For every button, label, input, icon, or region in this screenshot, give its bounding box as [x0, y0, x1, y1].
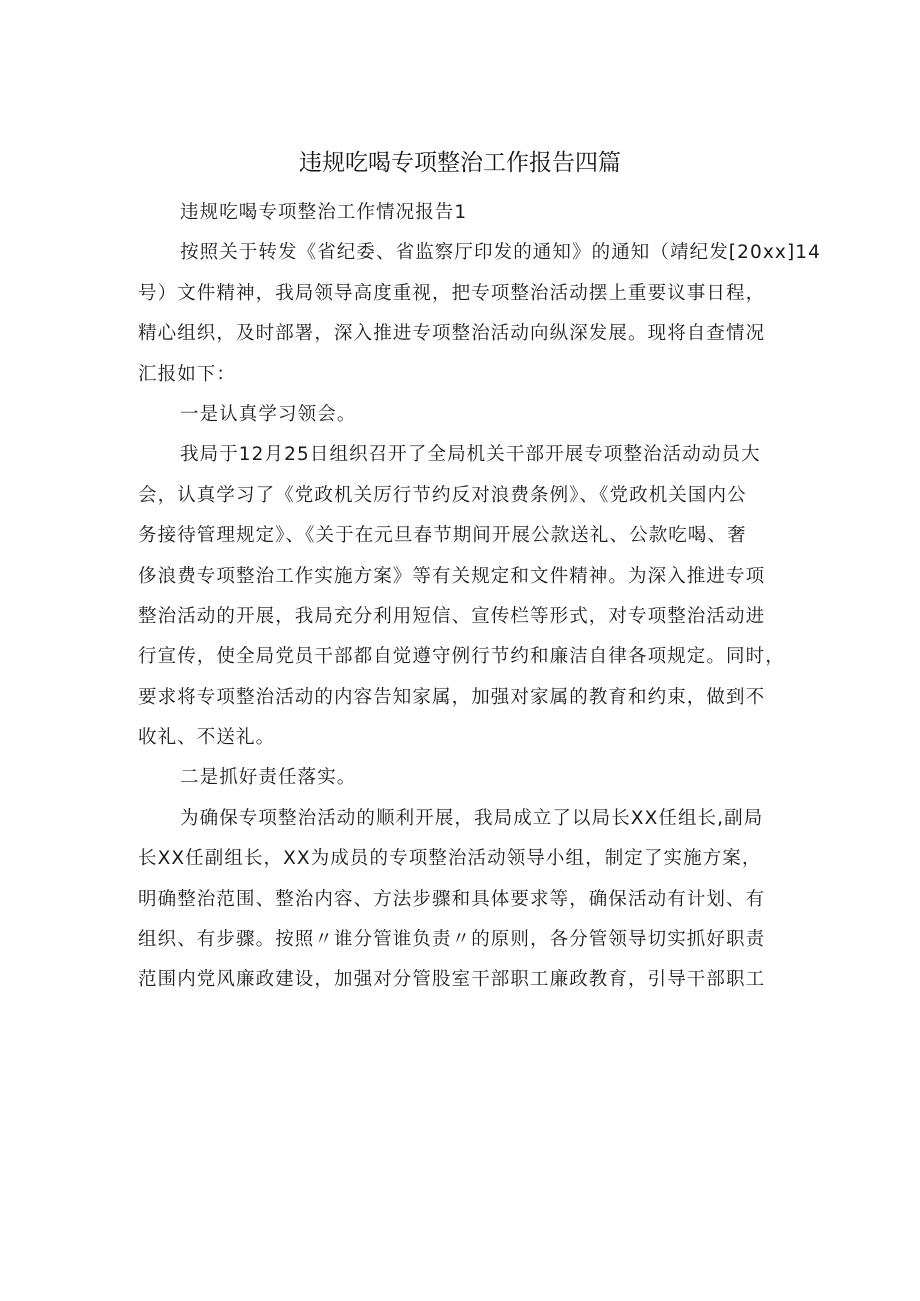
paragraph-line: 整治活动的开展，我局充分利用短信、宣传栏等形式，对专项整治活动进 [138, 605, 766, 627]
paragraph-line: 会，认真学习了《党政机关厉行节约反对浪费条例》、《党政机关国内公 [138, 484, 747, 506]
paragraph-line: 长XX任副组长，XX为成员的专项整治活动领导小组，制定了实施方案， [138, 848, 762, 870]
section-heading: 二是抓好责任落实。 [180, 767, 357, 789]
paragraph-line: 侈浪费专项整治工作实施方案》等有关规定和文件精神。为深入推进专项 [138, 565, 766, 587]
report-subtitle: 违规吃喝专项整治工作情况报告1 [180, 202, 468, 223]
paragraph-line: 我局于12月25日组织召开了全局机关干部开展专项整治活动动员大 [180, 444, 761, 466]
paragraph-line: 要求将专项整治活动的内容告知家属，加强对家属的教育和约束，做到不 [138, 686, 766, 708]
paragraph-line: 组织、有步骤。按照〃谁分管谁负责〃的原则，各分管领导切实抓好职责 [138, 929, 766, 951]
document-title: 违规吃喝专项整治工作报告四篇 [299, 150, 621, 176]
paragraph-line: 汇报如下： [138, 363, 237, 385]
section-heading: 一是认真学习领会。 [180, 403, 357, 425]
paragraph-line: 务接待管理规定》、《关于在元旦春节期间开展公款送礼、公款吃喝、奢 [138, 525, 747, 547]
paragraph-line: 收礼、不送礼。 [138, 727, 276, 749]
paragraph-line: 精心组织，及时部署，深入推进专项整治活动向纵深发展。现将自查情况 [138, 323, 766, 345]
paragraph-line: 明确整治范围、整治内容、方法步骤和具体要求等，确保活动有计划、有 [138, 888, 766, 910]
paragraph-line: 按照关于转发《省纪委、省监察厅印发的通知》的通知（靖纪发[20xx]14 [180, 242, 822, 264]
paragraph-line: 为确保专项整治活动的顺利开展，我局成立了以局长XX任组长,副局 [180, 807, 764, 829]
paragraph-line: 号）文件精神，我局领导高度重视，把专项整治活动摆上重要议事日程， [138, 282, 766, 304]
document-body [138, 193, 822, 1001]
paragraph-line: 范围内党风廉政建设，加强对分管股室干部职工廉政教育，引导干部职工 [138, 969, 766, 991]
paragraph-line: 行宣传，使全局党员干部都自觉遵守例行节约和廉洁自律各项规定。同时， [138, 646, 785, 668]
